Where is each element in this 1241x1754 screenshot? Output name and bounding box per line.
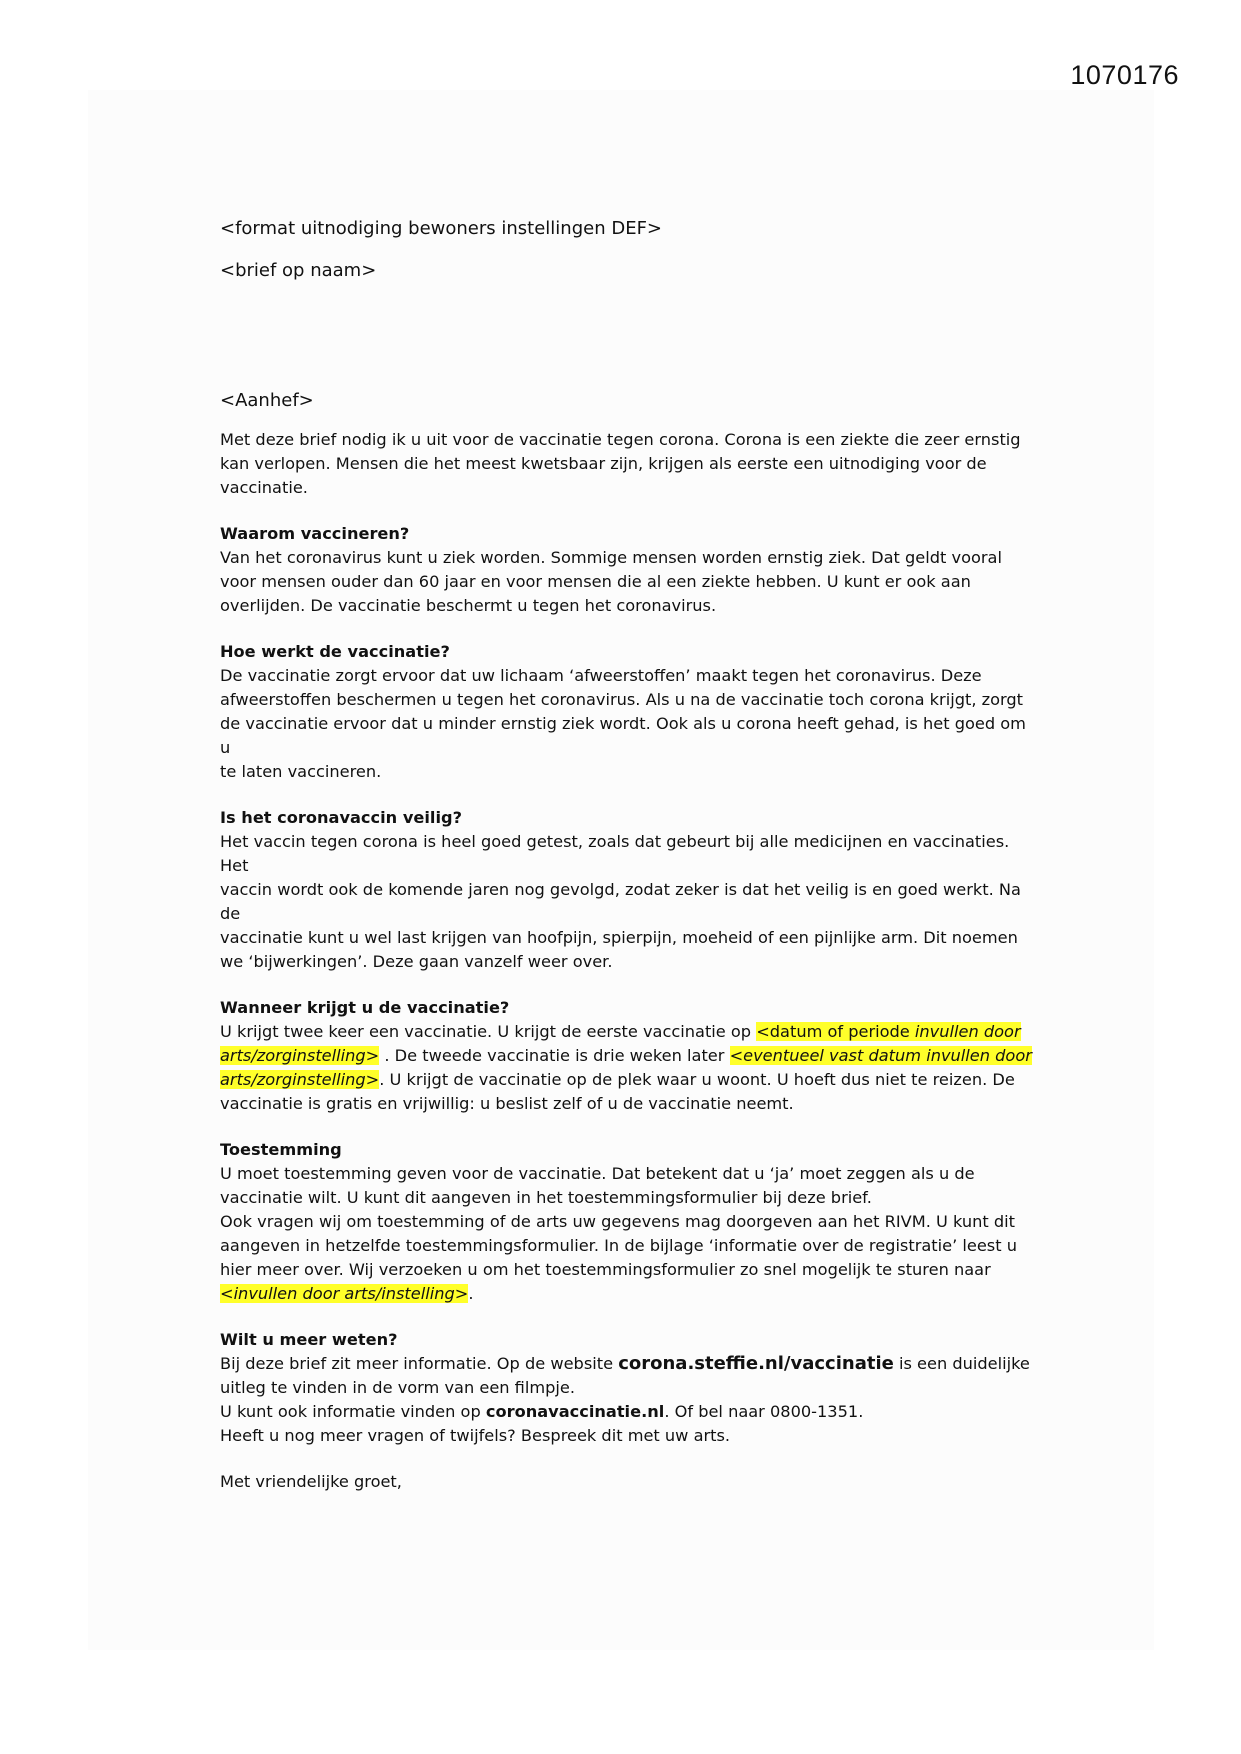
text-segment: arts/zorginstelling xyxy=(220,1070,366,1089)
text-line xyxy=(220,1020,1040,1044)
text-segment: . U krijgt de vaccinatie op de plek waar u woont. U hoeft dus niet te reizen. De xyxy=(379,1070,1015,1089)
text-segment: > xyxy=(365,1070,380,1089)
text-segment: is een duidelijke xyxy=(893,1354,1030,1373)
text-line: U moet toestemming geven voor de vaccinatie. Dat betekent dat u ‘ja’ moet zeggen als u de xyxy=(220,1164,975,1183)
text-line: vaccinatie is gratis en vrijwillig: u beslist zelf of u de vaccinatie neemt. xyxy=(220,1094,794,1113)
text-line: Ook vragen wij om toestemming of de arts uw gegevens mag doorgeven aan het RIVM. U kunt dit xyxy=(220,1212,1015,1231)
section-wanneer xyxy=(220,996,1040,1116)
text-line: uitleg te vinden in de vorm van een filmpje. xyxy=(220,1378,576,1397)
text-line xyxy=(220,1068,1040,1092)
section-waarom xyxy=(220,522,1040,618)
section-heading: Hoe werkt de vaccinatie? xyxy=(220,642,450,661)
section-toestemming xyxy=(220,1138,1040,1306)
text-line: vaccinatie wilt. U kunt dit aangeven in het toestemmingsformulier bij deze brief. xyxy=(220,1188,872,1207)
text-line xyxy=(220,1400,1040,1424)
text-line xyxy=(220,1044,1040,1068)
text-line: vaccinatie. xyxy=(220,478,308,497)
section-veilig xyxy=(220,806,1040,974)
text-line: vaccinatie kunt u wel last krijgen van hoofpijn, spierpijn, moeheid of een pijnlijke arm. Dit noemen xyxy=(220,928,1018,947)
text-line: te laten vaccineren. xyxy=(220,762,382,781)
text-segment: invullen door xyxy=(914,1022,1021,1041)
document-number: 1070176 xyxy=(1070,60,1179,90)
text-line: De vaccinatie zorgt ervoor dat uw lichaam ‘afweerstoffen’ maakt tegen het coronavirus. Deze xyxy=(220,666,982,685)
text-line: Van het coronavirus kunt u ziek worden. Sommige mensen worden ernstig ziek. Dat geldt vooral xyxy=(220,548,1002,567)
text-segment: . xyxy=(468,1284,474,1303)
text-line: Met deze brief nodig ik u uit voor de vaccinatie tegen corona. Corona is een ziekte die zeer ernstig xyxy=(220,430,1021,449)
text-segment: > xyxy=(365,1046,380,1065)
name-placeholder: <brief op naam> xyxy=(220,260,377,281)
placeholder-highlight xyxy=(220,1070,379,1089)
text-line: de vaccinatie ervoor dat u minder ernstig ziek wordt. Ook als u corona heeft gehad, is het goed om u xyxy=(220,714,1026,757)
text-segment: . De tweede vaccinatie is drie weken later xyxy=(379,1046,730,1065)
closing: Met vriendelijke groet, xyxy=(220,1472,402,1491)
format-placeholder: <format uitnodiging bewoners instellingen DEF> xyxy=(220,218,663,239)
section-meer-weten xyxy=(220,1328,1040,1448)
placeholder-highlight: <invullen door arts/instelling> xyxy=(220,1284,469,1303)
intro-paragraph xyxy=(220,428,1040,500)
text-line: kan verlopen. Mensen die het meest kwetsbaar zijn, krijgen als eerste een uitnodiging voor de xyxy=(220,454,987,473)
placeholder-highlight: <eventueel vast datum invullen door xyxy=(729,1046,1032,1065)
text-segment: U kunt ook informatie vinden op xyxy=(220,1402,486,1421)
text-line xyxy=(220,1352,1040,1376)
text-line: Het vaccin tegen corona is heel goed getest, zoals dat gebeurt bij alle medicijnen en vaccinaties. Het xyxy=(220,832,1010,875)
text-segment: arts/zorginstelling xyxy=(220,1046,366,1065)
section-heading: Wilt u meer weten? xyxy=(220,1330,398,1349)
placeholder-highlight xyxy=(756,1022,1020,1041)
text-line: afweerstoffen beschermen u tegen het coronavirus. Als u na de vaccinatie toch corona krijgt, zorgt xyxy=(220,690,1024,709)
section-heading: Wanneer krijgt u de vaccinatie? xyxy=(220,998,510,1017)
section-heading: Is het coronavaccin veilig? xyxy=(220,808,462,827)
text-line: we ‘bijwerkingen’. Deze gaan vanzelf weer over. xyxy=(220,952,613,971)
website-link: coronavaccinatie.nl xyxy=(485,1402,665,1421)
section-hoe xyxy=(220,640,1040,784)
salutation: <Aanhef> xyxy=(220,390,314,411)
text-line: voor mensen ouder dan 60 jaar en voor mensen die al een ziekte hebben. U kunt er ook aan xyxy=(220,572,971,591)
text-line: overlijden. De vaccinatie beschermt u tegen het coronavirus. xyxy=(220,596,717,615)
text-line: Heeft u nog meer vragen of twijfels? Bespreek dit met uw arts. xyxy=(220,1426,731,1445)
text-segment: . Of bel naar 0800-1351. xyxy=(664,1402,864,1421)
text-line: vaccin wordt ook de komende jaren nog gevolgd, zodat zeker is dat het veilig is en goed werkt. Na de xyxy=(220,880,1021,923)
text-segment: <datum of periode xyxy=(756,1022,915,1041)
placeholder-highlight xyxy=(220,1046,379,1065)
section-heading: Waarom vaccineren? xyxy=(220,524,410,543)
text-segment: U krijgt twee keer een vaccinatie. U krijgt de eerste vaccinatie op xyxy=(220,1022,757,1041)
letter-body xyxy=(220,216,1040,1494)
website-link: corona.steffie.nl/vaccinatie xyxy=(618,1353,894,1374)
text-line: hier meer over. Wij verzoeken u om het toestemmingsformulier zo snel mogelijk te sturen naar xyxy=(220,1260,991,1279)
section-heading: Toestemming xyxy=(220,1140,342,1159)
text-segment: Bij deze brief zit meer informatie. Op de website xyxy=(220,1354,619,1373)
text-line xyxy=(220,1282,1040,1306)
text-line: aangeven in hetzelfde toestemmingsformulier. In de bijlage ‘informatie over de registratie’ leest u xyxy=(220,1236,1017,1255)
